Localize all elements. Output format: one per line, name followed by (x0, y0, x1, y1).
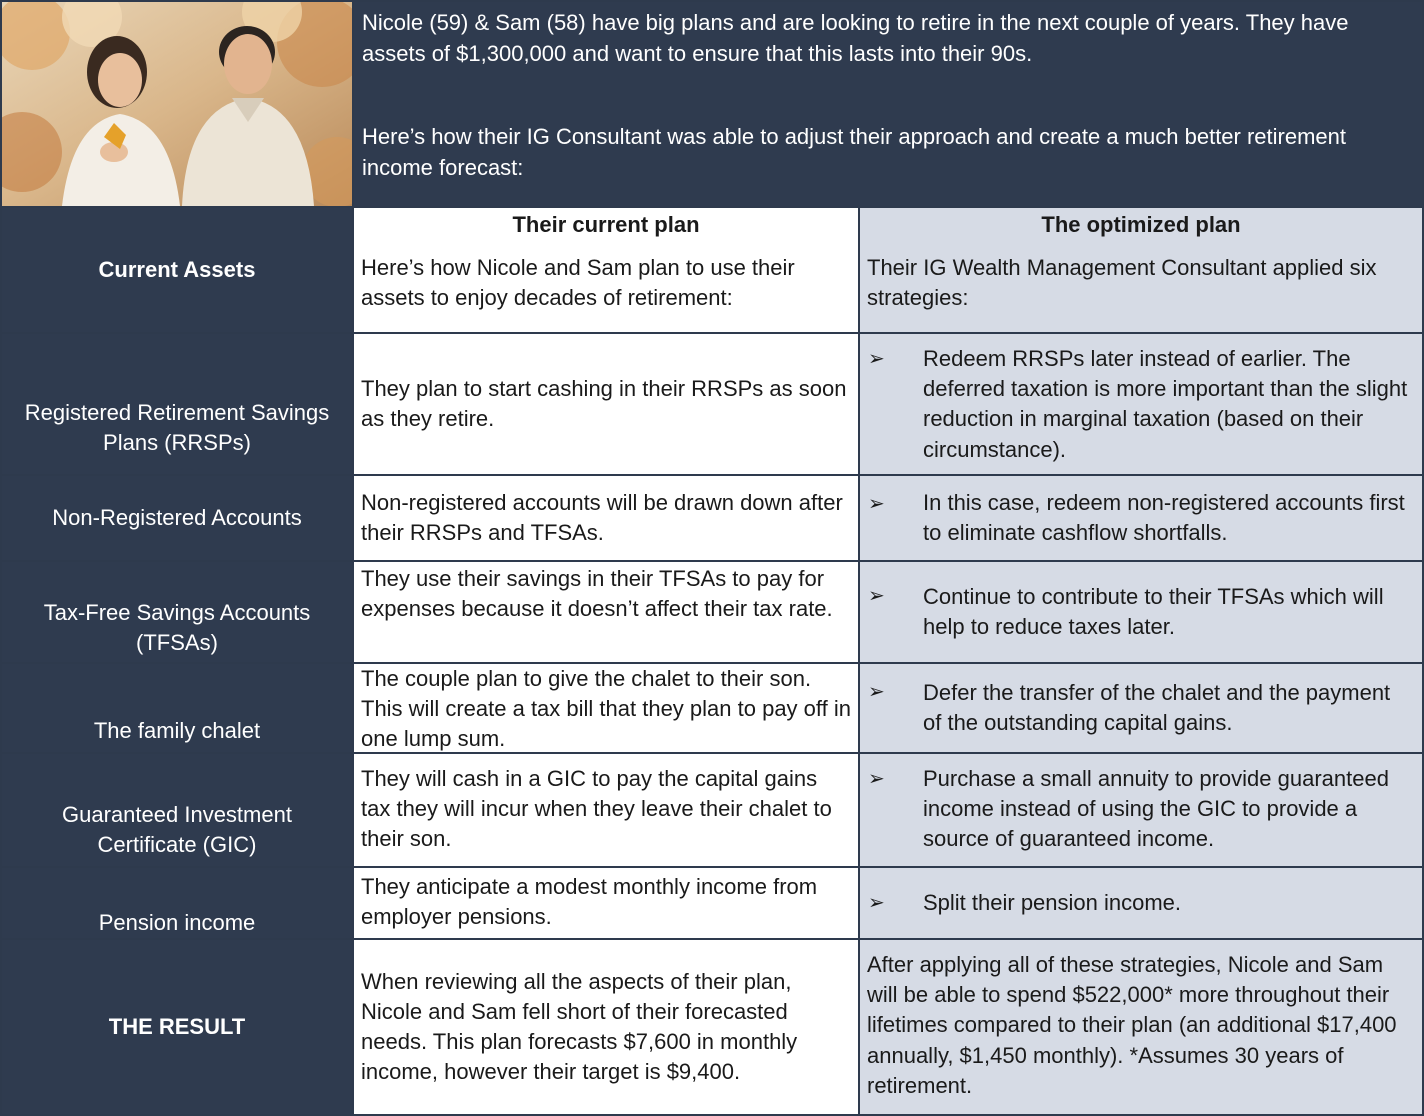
non-registered-current-plan (354, 476, 858, 560)
cell-text: They plan to start cashing in their RRSPs as soon as they retire. (361, 375, 847, 431)
cell-text: Redeem RRSPs later instead of earlier. The deferred taxation is more important than the slight reduction in marginal taxation (based on their circumstance). (923, 346, 1408, 462)
result-optimized-plan (860, 940, 1422, 1114)
tfsa-current-plan (354, 562, 858, 662)
row-label-result (2, 940, 352, 1114)
row-label-text: Tax-Free Savings Accounts (TFSAs) (43, 600, 311, 655)
row-label-text: Registered Retirement Savings Plans (RRSPs) (24, 400, 330, 455)
row-label-current-assets (2, 208, 352, 332)
cell-text: Non-registered accounts will be drawn down after their RRSPs and TFSAs. (361, 489, 843, 545)
cell-text: Split their pension income. (923, 889, 1182, 915)
cell-text: Defer the transfer of the chalet and the payment of the outstanding capital gains. (923, 679, 1391, 735)
cell-text: They will cash in a GIC to pay the capital gains tax they will incur when they leave their chalet to their son. (361, 766, 832, 852)
current-assets-optimized-text: Their IG Wealth Management Consultant applied six strategies: (867, 255, 1377, 311)
tfsa-optimized-plan (860, 562, 1422, 662)
row-label-text: The family chalet (93, 718, 261, 743)
intro-text (354, 2, 1422, 206)
current-plan-header-cell (354, 208, 858, 332)
row-label-non-registered (2, 476, 352, 560)
row-label-text: Non-Registered Accounts (52, 505, 302, 530)
couple-photo-illustration (2, 2, 352, 206)
gic-optimized-plan (860, 754, 1422, 866)
row-label-text: Guaranteed Investment Certificate (GIC) (62, 802, 292, 857)
intro-line-2: Here’s how their IG Consultant was able to adjust their approach and create a much better retirement income forecast: (362, 124, 1347, 180)
row-label-text: Current Assets (98, 257, 256, 282)
row-label-rrsp (2, 334, 352, 474)
row-label-text: Pension income (98, 910, 256, 935)
rrsp-optimized-plan (860, 334, 1422, 474)
pension-current-plan (354, 868, 858, 938)
result-current-plan (354, 940, 858, 1114)
cell-text: Continue to contribute to their TFSAs which will help to reduce taxes later. (923, 583, 1384, 639)
gic-current-plan (354, 754, 858, 866)
bullet-arrow-icon: ➢ (868, 891, 885, 914)
non-registered-optimized-plan (860, 476, 1422, 560)
cell-text: Purchase a small annuity to provide guaranteed income instead of using the GIC to provide a source of guaranteed income. (923, 766, 1389, 852)
chalet-optimized-plan (860, 664, 1422, 752)
row-label-pension (2, 868, 352, 938)
bullet-arrow-icon: ➢ (868, 585, 885, 607)
pension-optimized-plan (860, 868, 1422, 938)
cell-text: After applying all of these strategies, Nicole and Sam will be able to spend $522,000* more throughout their lifetimes compared to their plan (an additional $17,400 annually, $1,450 monthly). *Assumes 30 years of retirement. (867, 952, 1397, 1098)
bullet-arrow-icon: ➢ (868, 348, 885, 370)
bullet-arrow-icon: ➢ (868, 493, 885, 515)
row-label-tfsa (2, 562, 352, 662)
cell-text: They anticipate a modest monthly income from employer pensions. (361, 874, 818, 930)
cell-text: The couple plan to give the chalet to their son. This will create a tax bill that they plan to pay off in one lump sum. (361, 666, 851, 752)
row-label-gic (2, 754, 352, 866)
bullet-arrow-icon: ➢ (868, 681, 885, 703)
row-label-chalet (2, 664, 352, 752)
current-plan-heading: Their current plan (512, 212, 700, 237)
cell-text: They use their savings in their TFSAs to pay for expenses because it doesn’t affect their tax rate. (361, 566, 833, 622)
bullet-arrow-icon: ➢ (868, 768, 885, 790)
chalet-current-plan (354, 664, 858, 752)
current-assets-current-text: Here’s how Nicole and Sam plan to use their assets to enjoy decades of retirement: (361, 255, 795, 311)
optimized-plan-heading: The optimized plan (1041, 212, 1241, 237)
rrsp-current-plan (354, 334, 858, 474)
intro-line-1: Nicole (59) & Sam (58) have big plans and are looking to retire in the next couple of years. They have assets of $1,300,000 and want to ensure that this lasts into their 90s. (362, 10, 1349, 66)
optimized-plan-header-cell (860, 208, 1422, 332)
cell-text: In this case, redeem non-registered accounts first to eliminate cashflow shortfalls. (923, 489, 1405, 545)
row-label-text: THE RESULT (108, 1014, 246, 1039)
couple-photo (2, 2, 352, 206)
cell-text: When reviewing all the aspects of their plan, Nicole and Sam fell short of their forecasted needs. This plan forecasts $7,600 in monthly income, however their target is $9,400. (361, 968, 798, 1085)
